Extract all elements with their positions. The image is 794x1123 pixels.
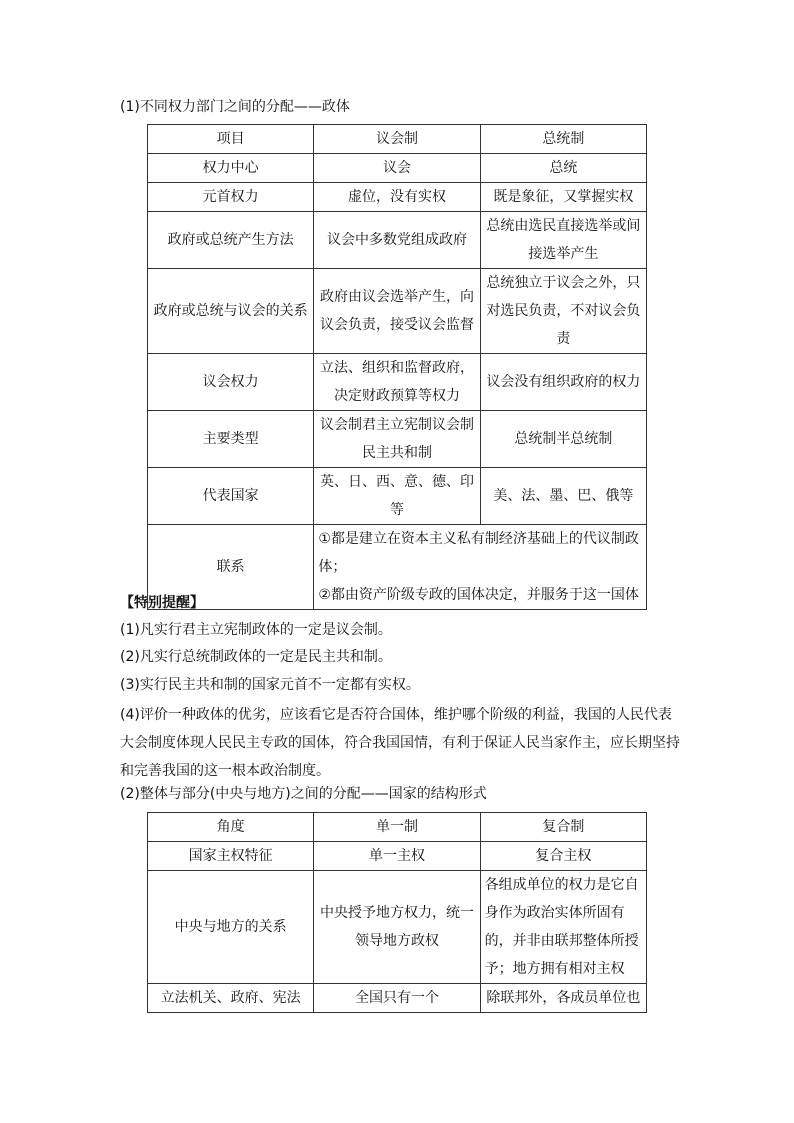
table-cell: 单一主权 [314,842,480,871]
header-cell: 总统制 [480,125,646,154]
section1-heading: (1)不同权力部门之间的分配——政体 [120,99,350,115]
table-cell: 议会 [314,154,480,183]
polity-table [147,124,647,610]
table-row [148,871,647,984]
header-cell: 单一制 [314,813,480,842]
link-item: ②都由资产阶级专政的国体决定，并服务于这一国体 [318,587,639,603]
table-row [148,183,647,212]
table-cell: 政府或总统产生方法 [148,212,314,269]
table-row [148,984,647,1013]
table-row [148,411,647,468]
link-item: ①都是建立在资本主义私有制经济基础上的代议制政体； [318,531,639,575]
table-cell: 立法、组织和监督政府，决定财政预算等权力 [314,354,480,411]
header-cell: 复合制 [480,813,646,842]
structure-table [147,812,647,1013]
table-cell: 英、日、西、意、德、印等 [314,468,480,525]
tip-item: (4)评价一种政体的优劣，应该看它是否符合国体，维护哪个阶级的利益，我国的人民代表大会制度体现人民民主专政的国体，符合我国国情，有利于保证人民当家作主，应长期坚持和完善我国的这一根本政治制度。 [120,707,680,779]
table-cell: 既是象征，又掌握实权 [480,183,646,212]
table-cell: 代表国家 [148,468,314,525]
header-cell: 项目 [148,125,314,154]
table-cell: 立法机关、政府、宪法 [148,984,314,1013]
table-cell: 总统独立于议会之外，只对选民负责，不对议会负责 [480,269,646,354]
table-cell: 权力中心 [148,154,314,183]
table-cell: 美、法、墨、巴、俄等 [480,468,646,525]
table-row [148,154,647,183]
table-cell: 元首权力 [148,183,314,212]
table-cell: 政府或总统与议会的关系 [148,269,314,354]
section2-heading: (2)整体与部分(中央与地方)之间的分配——国家的结构形式 [120,786,487,802]
table-cell: 国家主权特征 [148,842,314,871]
table-cell: 总统制半总统制 [480,411,646,468]
table-cell: 各组成单位的权力是它自身作为政治实体所固有的，并非由联邦整体所授予；地方拥有相对主权 [480,871,646,984]
table-cell: 中央与地方的关系 [148,871,314,984]
table-cell: 总统由选民直接选举或间接选举产生 [480,212,646,269]
tips-title: 【特别提醒】 [120,595,204,611]
table-cell: 中央授予地方权力，统一领导地方政权 [314,871,480,984]
table-cell: 议会中多数党组成政府 [314,212,480,269]
tip-item: (3)实行民主共和制的国家元首不一定都有实权。 [120,677,420,693]
table-row [148,354,647,411]
table-cell: 虚位，没有实权 [314,183,480,212]
table-row [148,269,647,354]
table-cell: 除联邦外，各成员单位也 [480,984,646,1013]
table-header-row [148,813,647,842]
table-row [148,842,647,871]
table-cell: 主要类型 [148,411,314,468]
table-cell: 全国只有一个 [314,984,480,1013]
tip-item: (2)凡实行总统制政体的一定是民主共和制。 [120,649,392,665]
table-row [148,212,647,269]
table-cell: 议会权力 [148,354,314,411]
table-row [148,468,647,525]
link-label-cell: 联系 [148,525,314,610]
table-cell: 政府由议会选举产生，向议会负责，接受议会监督 [314,269,480,354]
table-cell: 议会没有组织政府的权力 [480,354,646,411]
table-cell: 复合主权 [480,842,646,871]
table-header-row [148,125,647,154]
tip-item: (1)凡实行君主立宪制政体的一定是议会制。 [120,622,392,638]
header-cell: 角度 [148,813,314,842]
table-cell: 议会制君主立宪制议会制民主共和制 [314,411,480,468]
header-cell: 议会制 [314,125,480,154]
table-cell: 总统 [480,154,646,183]
